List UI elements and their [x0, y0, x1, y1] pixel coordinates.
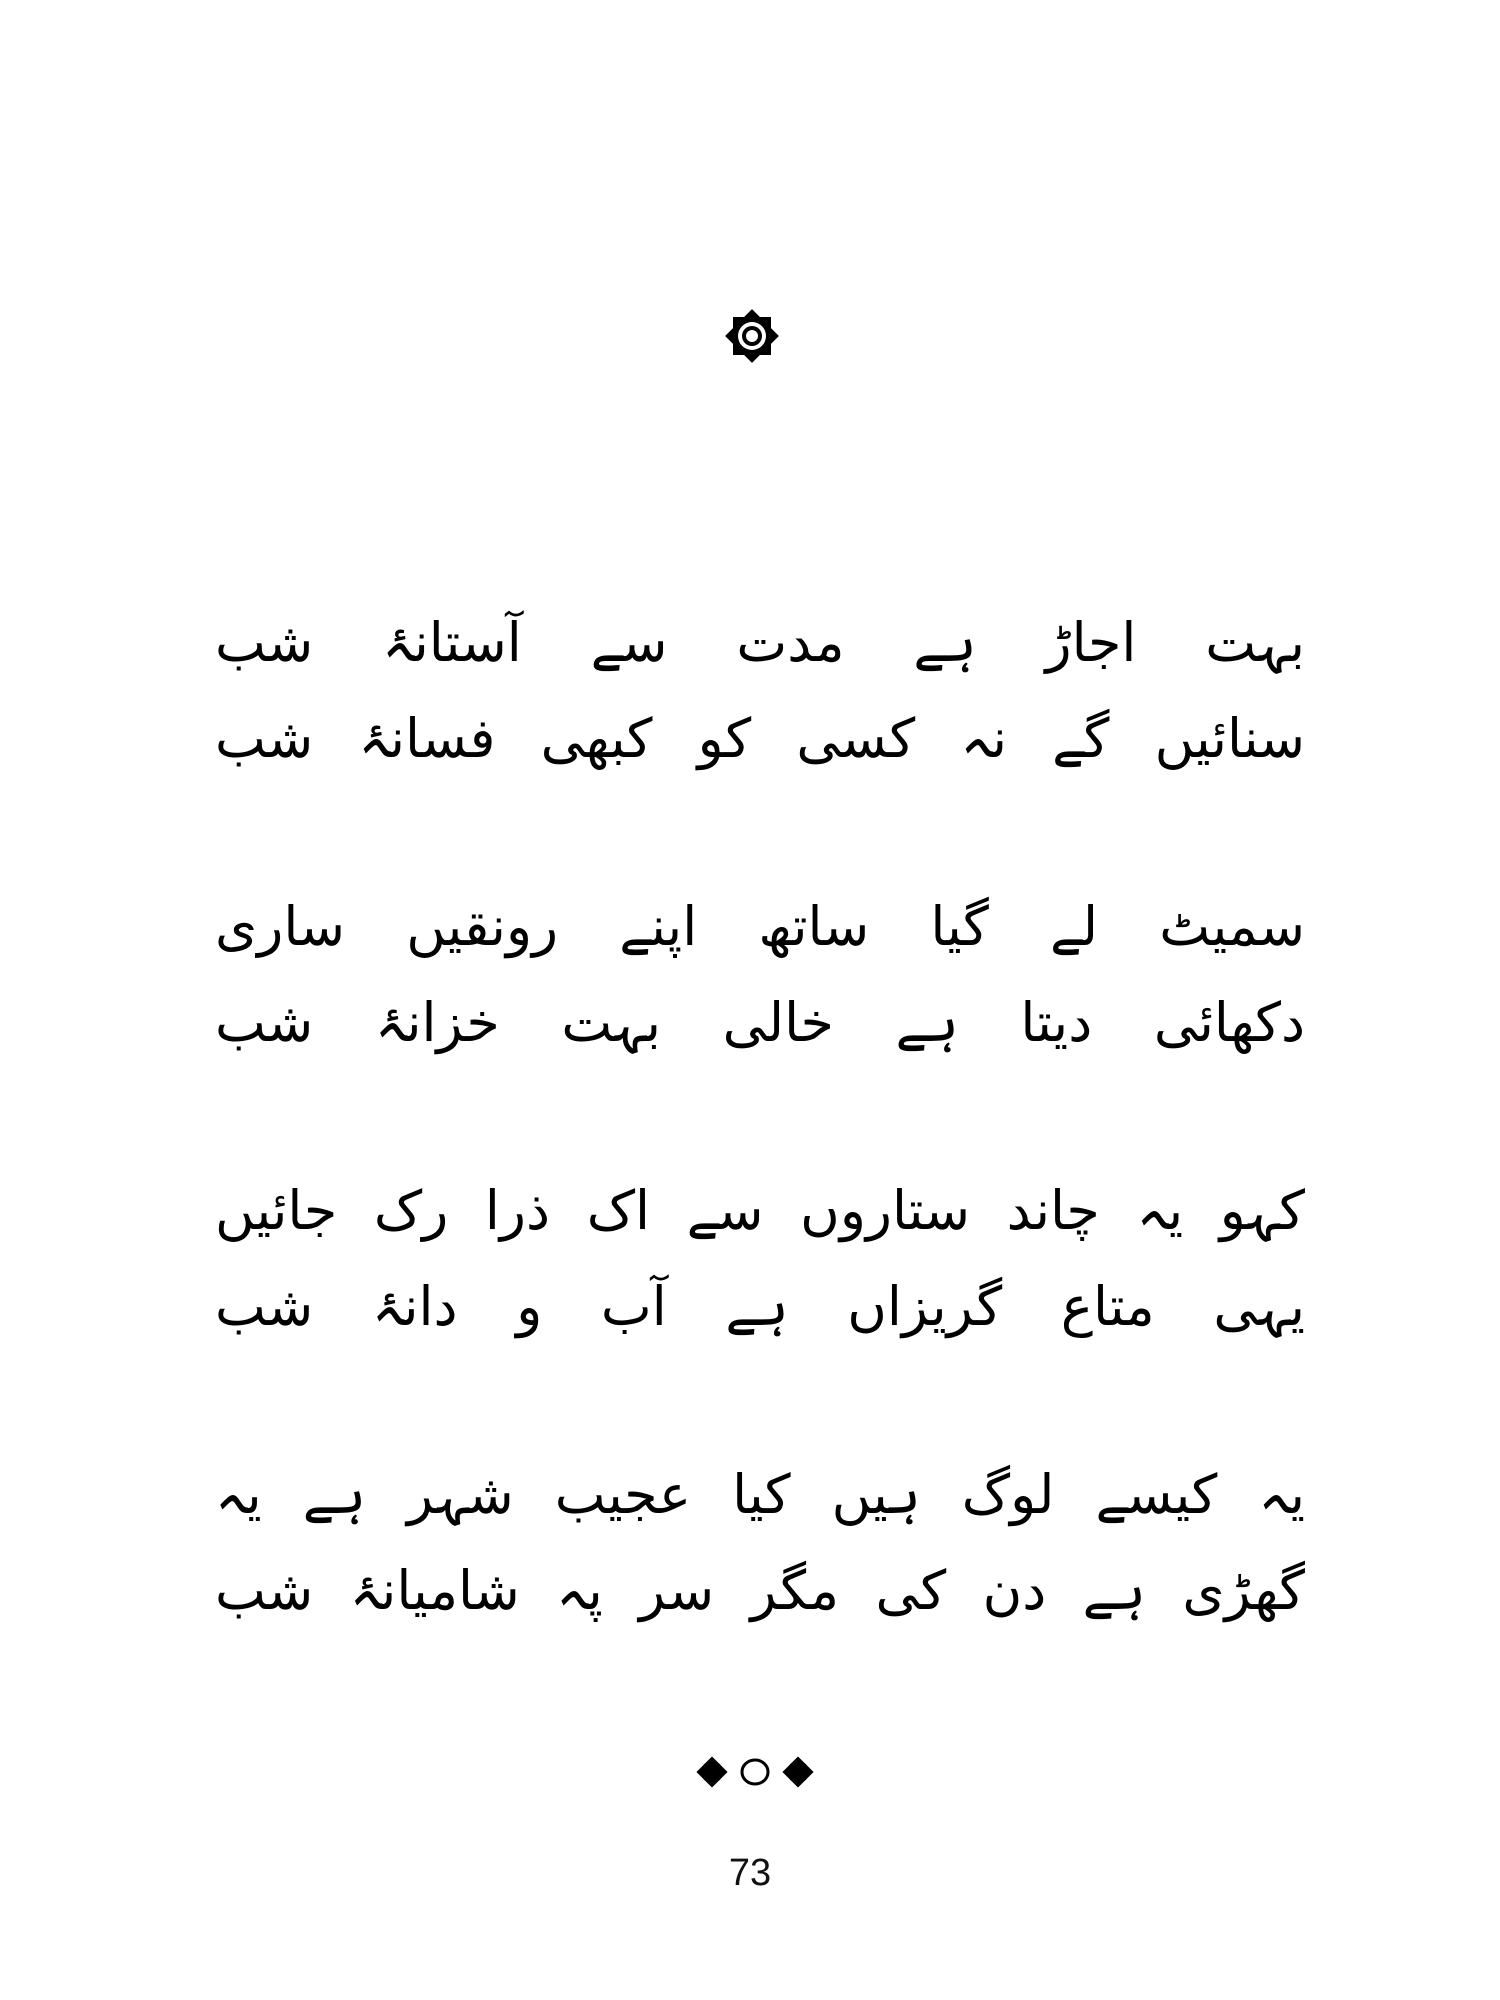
verse-2-2: دکھائی دیتا ہے خالی بہت خزانۂ شب	[215, 991, 1305, 1054]
couplet-3	[215, 1163, 1305, 1355]
verse-2-1: سمیٹ لے گیا ساتھ اپنے رونقیں ساری	[215, 895, 1305, 958]
couplet-1	[215, 595, 1305, 787]
verse-4-2: گھڑی ہے دن کی مگر سر پہ شامیانۂ شب	[215, 1559, 1305, 1622]
end-ornament-icon	[690, 1756, 820, 1788]
poem	[215, 595, 1305, 1731]
couplet-2	[215, 879, 1305, 1071]
verse-3-1: کہو یہ چاند ستاروں سے اک ذرا رک جائیں	[215, 1179, 1305, 1242]
star-ornament-icon	[722, 306, 782, 366]
page-number: 73	[728, 1852, 772, 1894]
verse-4-1: یہ کیسے لوگ ہیں کیا عجیب شہر ہے یہ	[215, 1463, 1305, 1526]
verse-1-2: سنائیں گے نہ کسی کو کبھی فسانۂ شب	[215, 707, 1305, 770]
verse-1-1: بہت اجاڑ ہے مدت سے آستانۂ شب	[215, 611, 1305, 674]
couplet-4	[215, 1447, 1305, 1639]
verse-3-2: یہی متاع گریزاں ہے آب و دانۂ شب	[215, 1275, 1305, 1338]
